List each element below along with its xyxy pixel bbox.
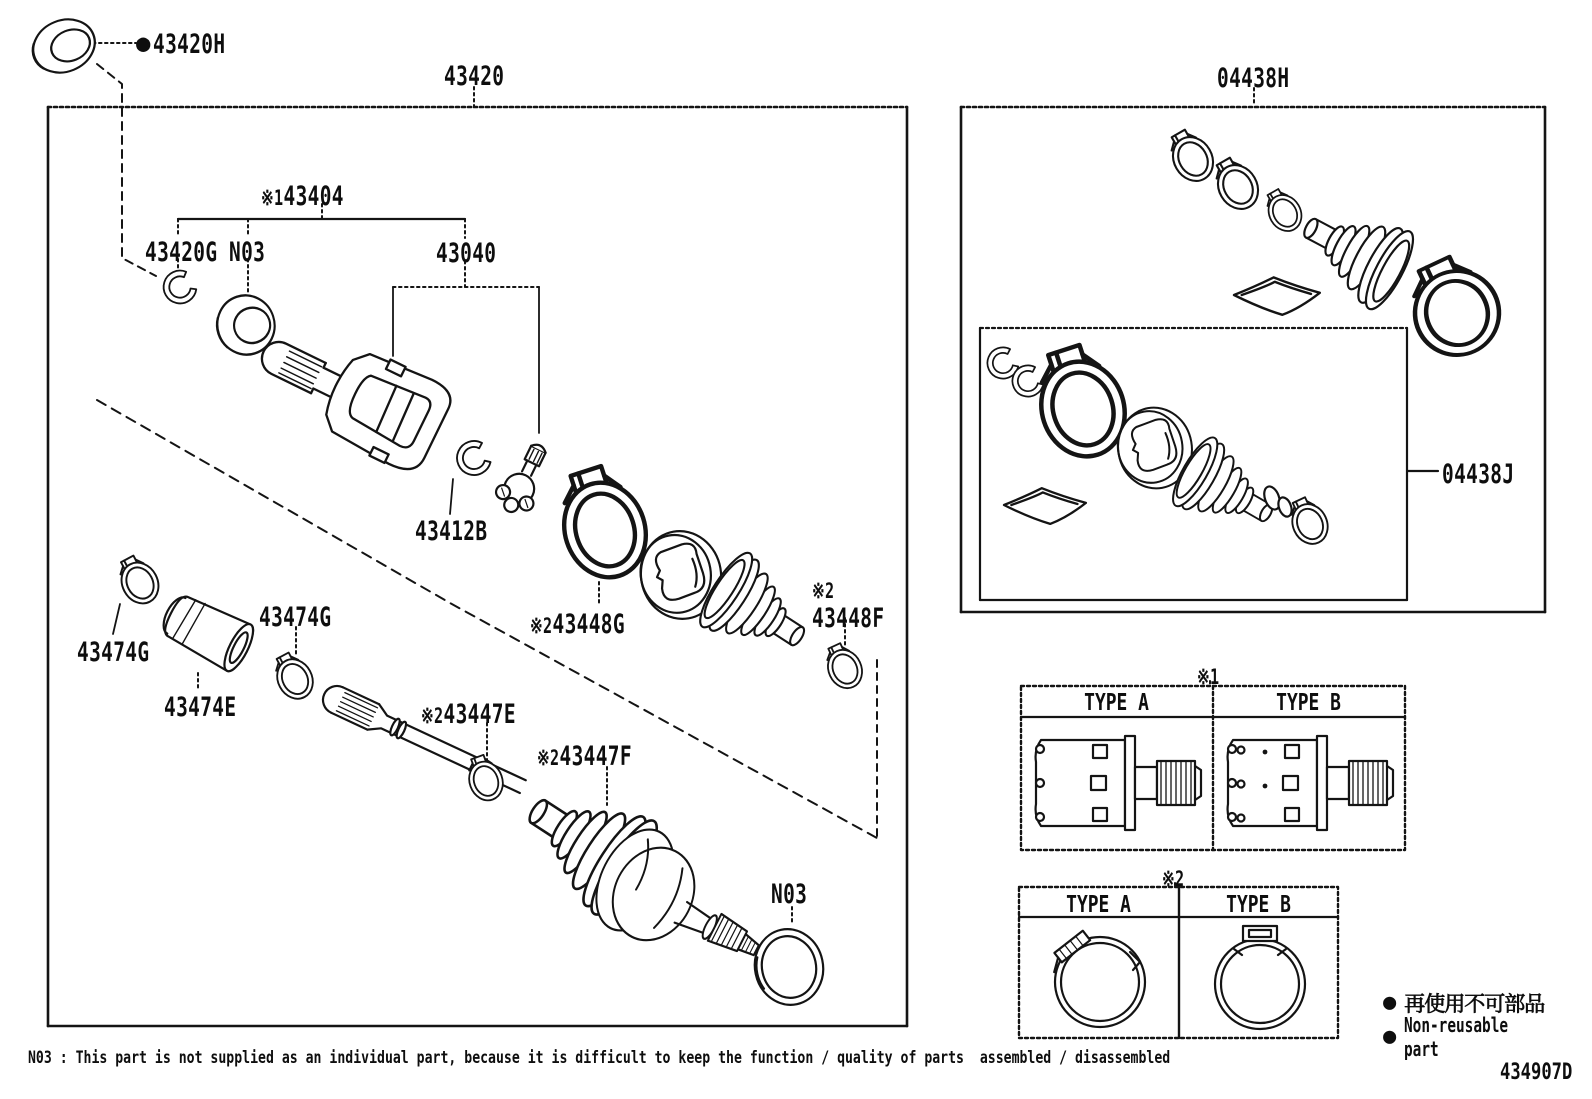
part-code: 43040	[436, 238, 497, 269]
part-code: 43474G	[259, 602, 332, 633]
callout-boot-kit-box	[1217, 65, 1318, 92]
part-code: 43448F	[812, 603, 885, 634]
ref-mark: ※1	[261, 186, 284, 210]
non-reusable-bullet-icon: ●	[136, 28, 151, 57]
ref-mark: ※2	[421, 704, 444, 728]
inboard-joint-43040-drawing	[243, 308, 457, 478]
seal-n03-bottom-drawing	[748, 923, 830, 1011]
non-reusable-bullet-icon: ●	[1383, 1024, 1397, 1049]
callout-43420H	[136, 28, 254, 60]
table2-header-type-b: TYPE B	[1226, 892, 1291, 918]
part-code: 43474G	[77, 637, 150, 668]
part-code: N03	[229, 237, 266, 268]
kit-clamp-3-drawing	[1259, 184, 1307, 237]
callout-43447E	[421, 701, 553, 728]
callout-43474G-right	[259, 604, 360, 631]
callout-43412B	[415, 518, 516, 545]
table2-type-a-clamp-drawing	[1045, 931, 1145, 1027]
ref-mark: ※1	[1197, 665, 1220, 689]
callout-inner-kit-box	[1442, 461, 1543, 488]
callout-43474E	[164, 694, 265, 721]
ref-mark: ※2	[812, 579, 835, 603]
part-code: 43404	[283, 181, 344, 212]
legend-en	[1383, 1013, 1592, 1061]
part-code: 43420G	[145, 237, 218, 268]
callout-n03-bottom	[771, 881, 821, 908]
callout-43447F	[537, 743, 669, 770]
damper-clamp-left-drawing	[112, 551, 166, 610]
table1-ref-mark	[1197, 662, 1228, 689]
table1-type-b-joint-drawing	[1228, 736, 1393, 830]
part-code: 04438J	[1442, 459, 1515, 490]
innerkit-small-clamp-drawing	[1283, 493, 1334, 550]
damper-clamp-right-drawing	[268, 648, 320, 705]
kit-large-clamp-drawing	[1396, 246, 1513, 369]
legend-en-text: Non-reusable part	[1404, 1013, 1509, 1061]
shaft-damper-clamp-43447E-drawing	[462, 752, 508, 806]
callout-43448F	[812, 576, 913, 632]
inboard-clamp-small-43448F-drawing	[819, 639, 868, 694]
ref-mark: ※2	[537, 746, 560, 770]
seal-n03-top-drawing	[209, 288, 282, 362]
table2-ref-mark	[1162, 864, 1193, 891]
kit-grease-packet-drawing	[1234, 277, 1320, 314]
footnote: N03 : This part is not supplied as an individual part, because it is difficult to keep the function / quality of parts assembled / disassembled	[28, 1048, 1171, 1068]
callout-43040	[436, 240, 520, 267]
kit-clamp-1-drawing	[1162, 124, 1221, 188]
part-code: 43447E	[443, 699, 516, 730]
table1-header-type-a: TYPE A	[1084, 690, 1150, 716]
snap-ring-43412B-drawing	[452, 437, 494, 480]
ref-mark: ※2	[530, 614, 553, 638]
snap-ring-43420G-drawing	[158, 266, 200, 309]
callout-main-box	[444, 63, 528, 90]
part-code: 43412B	[415, 516, 488, 547]
part-code: 43474E	[164, 692, 237, 723]
table1-type-a-joint-drawing	[1036, 736, 1201, 830]
part-code: N03	[771, 879, 808, 910]
table1-header-type-b: TYPE B	[1276, 690, 1342, 716]
tripod-spider-drawing	[490, 437, 558, 520]
oil-seal-drawing	[25, 10, 103, 81]
table2-type-b-clamp-drawing	[1215, 926, 1305, 1029]
table2-header-type-a: TYPE A	[1066, 892, 1132, 918]
kit-clamp-2-drawing	[1207, 152, 1266, 216]
part-code: 43420H	[153, 29, 226, 60]
part-code: 43420	[444, 61, 505, 92]
part-code: 43447F	[559, 741, 632, 772]
legend-jp-text: 再使用不可部品	[1404, 992, 1545, 1016]
drawing-code: 434907D	[1500, 1060, 1573, 1085]
non-reusable-bullet-icon: ●	[1383, 990, 1397, 1015]
callout-n03-top	[229, 239, 279, 266]
ref-mark: ※2	[1162, 867, 1185, 891]
callout-43474G-left	[77, 639, 178, 666]
innerkit-grease-packet-drawing	[1004, 488, 1086, 524]
part-code: 04438H	[1217, 63, 1290, 94]
callout-43404	[261, 183, 376, 210]
callout-43448G	[530, 611, 662, 638]
part-code: 43448G	[552, 609, 625, 640]
